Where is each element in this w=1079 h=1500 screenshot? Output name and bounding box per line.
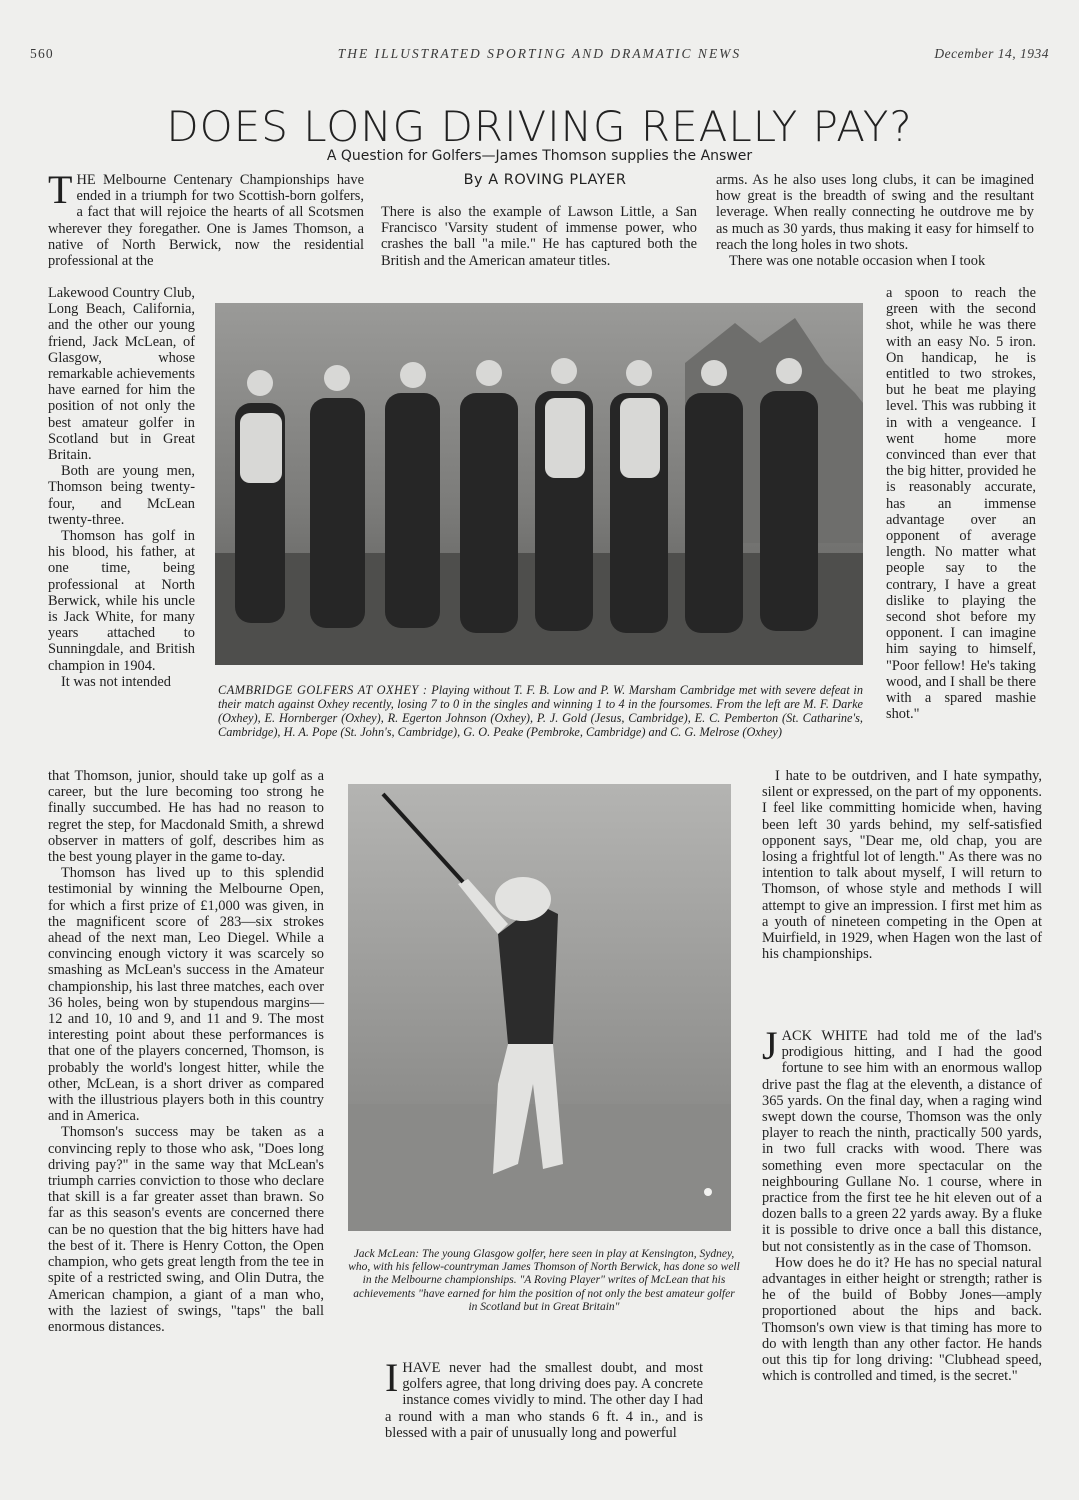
col1-narrow xyxy=(48,285,195,690)
col2-top: There is also the example of Lawson Little, a San Francisco 'Varsity student of immense power, who crashes the ball "a mile." He has captured both the British and the American amateur titles. xyxy=(381,204,697,269)
col3-section2: JACK WHITE had told me of the lad's prodigious hitting, and I had the good fortune to see him with an enormous wallop drive past the flag at the eleventh, a distance of 365 yards. On the final day, when a raging wind swept down the course, Thomson was the only player to reach the ninth, practically 500 yards, in two full cracks with wood. There was something even more spectacular on the neighbouring Gullane No. 1 course, where in practice from the first tee he hit eleven out of a dozen balls to a green 22 yards away. By a fluke it is possible to drive once a ball this distance, but not consistently as in the case of Thomson. How does he do it? He has no special natural advantages in either height or strength; rather is he of the build of Bobby Jones—amply proportioned about the hips and back. Thomson's own view is that timing has more to do with length than any other factor. He hands out this tip for long driving: "Clubhead speed, which is controlled and timed, is the secret." xyxy=(762,1023,1042,1385)
photo-jack-mclean-swing xyxy=(348,784,731,1231)
paragraph: Thomson has lived up to this splendid testimonial by winning the Melbourne Open, for which a first prize of £1,000 was given, in the magnificent score of 283—six strokes ahead of the next man, Leo Diegel. While a convincing enough victory it was scarcely so smashing as McLean's success in the Amateur championship, his last three matches, each over 36 holes, being won by stupendous margins—12 and 10, 10 and 9, and 11 and 9. The most interesting point about these performances is that one of the players concerned, Thomson, is probably the world's longest hitter, while the other, McLean, is a short driver as compared with the illustrious players both in this country and in America. xyxy=(48,865,324,1125)
paragraph: It was not intended xyxy=(61,673,171,690)
paragraph: Thomson's success may be taken as a convincing reply to those who ask, "Does long driving pay?" in the same way that McLean's triumph carries conviction to those who declare that skill is a far greater asset than brawn. So far as this season's events are concerned there can be no question that the big hitters have had the best of it. There is Henry Cotton, the Open champion, who gets great length from the tee in spite of a restricted swing, and Olin Dutra, the American champion, a giant of a man who, with the laziest of swings, "taps" the ball enormous distances. xyxy=(48,1124,324,1335)
col3-narrow: a spoon to reach the green with the second shot, while he was there with an easy No. 5 iron. On handicap, he is entitled to two strokes, but he beat me playing level. This was rubbing it in with a vengeance. I went home more convinced than ever that the big hitter, provided he is reasonably accurate, has an immense advantage over an opponent of average length. No matter what people say to the contrary, I have a great dislike to playing the second shot before my opponent. I can imagine him saying to himself, "Poor fellow! He's taking wood, and I shall be there with a spared mashie shot." xyxy=(886,285,1036,723)
col3-wide xyxy=(762,768,1042,962)
group-photo-caption xyxy=(218,683,863,739)
paragraph: How does he do it? He has no special natural advantages in either height or strength; rather is he of the build of Bobby Jones—amply proportioned about the hips and back. Thomson's own view is that timing has more to do with length than any other factor. He hands out this tip for long driving: "Clubhead speed, which is controlled and timed, is the secret." xyxy=(762,1254,1042,1385)
paragraph: Thomson has golf in his blood, his father, at one time, being professional at North Berwick, while his uncle is Jack White, for many years attached to Sunningdale, and British champion in 1904. xyxy=(48,528,195,674)
dropcap-i: I xyxy=(385,1355,399,1400)
caption-text: Playing without T. F. B. Low and P. W. Marsham Cambridge met with severe defeat in their match against Oxhey recently, losing 7 to 0 in the singles and winning 1 to 4 in the foursomes. From the left are M. F. Darke (Oxhey), E. Hornberger (Oxhey), R. Egerton Johnson (Oxhey), P. J. Gold (Jesus, Cambridge), E. C. Pemberton (St. Catharine's, Cambridge), H. A. Pope (St. John's, Cambridge), G. O. Peake (Pembroke, Cambridge) and C. G. Melrose (Oxhey) xyxy=(218,683,863,739)
golfer-photo-caption: Jack McLean: The young Glasgow golfer, here seen in play at Kensington, Sydney, who, with his fellow-countryman James Thomson of North Berwick, has done so well in the Melbourne championships. "A Roving Player" writes of McLean that his achievements "have earned for him the position of not only the best amateur golfer in Scotland but in Great Britain" xyxy=(348,1248,740,1313)
subheadline: A Question for Golfers—James Thomson supplies the Answer xyxy=(326,148,753,164)
headline: DOES LONG DRIVING REALLY PAY? xyxy=(166,102,913,151)
col1-wide xyxy=(48,768,324,1335)
caption-lead: CAMBRIDGE GOLFERS AT OXHEY : xyxy=(218,683,428,697)
publication-title: THE ILLUSTRATED SPORTING AND DRAMATIC NEWS xyxy=(337,46,742,61)
byline: By A ROVING PLAYER xyxy=(463,172,627,188)
dropcap-t: T xyxy=(48,167,73,212)
col3-top xyxy=(716,172,1034,269)
paragraph: Both are young men, Thomson being twenty-four, and McLean twenty-three. xyxy=(48,463,195,528)
paragraph: arms. As he also uses long clubs, it can be imagined how great is the breadth of swing and the resultant leverage. When really connecting he outdrove me by as much as 30 yards, thus making it easy for himself to reach the long holes in two shots. xyxy=(716,172,1034,253)
dropcap-j: J xyxy=(762,1023,778,1068)
col1-top: THE Melbourne Centenary Championships have ended in a triumph for two Scottish-born golfers, a fact that will rejoice the hearts of all Scotsmen wherever they foregather. One is James Thomson, a native of North Berwick, now the residential professional at the xyxy=(48,167,364,270)
paragraph: There was one notable occasion when I took xyxy=(729,253,986,270)
issue-date: December 14, 1934 xyxy=(934,46,1049,61)
paragraph: that Thomson, junior, should take up golf as a career, but the lure becoming too strong he finally succumbed. He has had no reason to regret the step, for Macdonald Smith, a shrewd observer in matters of golf, describes him as the best young player in the game to-day. xyxy=(48,768,324,866)
page-number: 560 xyxy=(30,46,54,61)
group-photo-cambridge-golfers xyxy=(215,303,863,665)
paragraph: I hate to be outdriven, and I hate sympathy, silent or expressed, on the part of my opponents. I feel like committing homicide when, having been left 30 yards behind, my self-satisfied opponent says, "Dear me, old chap, you are losing a frightful lot of length." As there was no intention to talk about myself, I will return to Thomson, of whose style and methods I will attempt to give an impression. I first met him as a youth of nineteen competing in the Open at Muirfield, in 1929, when Hagen won the last of his championships. xyxy=(762,768,1042,963)
col2-bottom: IHAVE never had the smallest doubt, and most golfers agree, that long driving does pay. A concrete instance comes vividly to mind. The other day I had a round with a man who stands 6 ft. 4 in., and is blessed with a pair of unusually long and powerful xyxy=(385,1355,703,1441)
paragraph: Lakewood Country Club, Long Beach, California, and the other our young friend, Jack McLean, of Glasgow, whose remarkable achievements have earned for him the position of not only the best amateur golfer in Scotland but in Great Britain. xyxy=(48,285,195,464)
